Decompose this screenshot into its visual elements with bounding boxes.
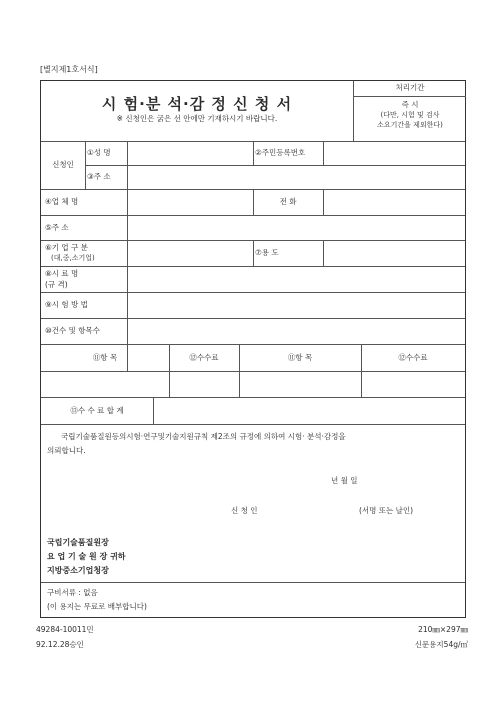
use-field[interactable] xyxy=(324,241,464,265)
recipient-line-3: 지방중소기업청장 xyxy=(47,566,109,575)
sample-name-label: ⑧시 료 명 xyxy=(45,269,79,278)
resident-id-field[interactable] xyxy=(324,142,464,164)
form-title: 시 험·분 석·감 정 신 청 서 xyxy=(101,95,293,113)
recipient-line-1: 국립기술품질원장 xyxy=(47,538,109,547)
processing-period-value: 즉 시 xyxy=(401,100,419,109)
sample-spec-label: (규 격) xyxy=(45,280,68,289)
applicant-group-label: 신청인 xyxy=(52,160,74,170)
item-count-field[interactable] xyxy=(128,319,464,343)
footer-paper-type: 신문용지54g/㎡ xyxy=(414,640,468,649)
applicant-sign-label: 신 청 인 xyxy=(231,506,258,515)
fee-header-1: ⑫수수료 xyxy=(189,352,219,362)
resident-id-label: ②주민등록번호 xyxy=(255,148,306,158)
statement-text: 국립기술품질원등의시험·연구및기술지원규칙 제2조의 규정에 의하여 시험· 분석·감정을 xyxy=(61,432,346,441)
attachments-line: 구비서류 : 없음 xyxy=(47,588,98,597)
company-type-sub: (대,중,소기업) xyxy=(51,254,95,262)
form-subtitle: ※ 신청인은 굵은 선 안에만 기재하시기 바랍니다. xyxy=(116,114,278,123)
footer-approval-date: 92.12.28승인 xyxy=(36,640,84,649)
footer-paper-size: 210㎜×297㎜ xyxy=(418,625,468,634)
footer-form-code: 49284-10011민 xyxy=(36,625,94,634)
application-form xyxy=(40,80,466,618)
phone-field[interactable] xyxy=(324,190,464,214)
applicant-address-field[interactable] xyxy=(128,166,464,188)
name-field[interactable] xyxy=(128,142,252,164)
fee-total-label: ⑬수 수 료 합 계 xyxy=(70,405,124,415)
item-field-2[interactable] xyxy=(240,372,360,396)
applicant-sign-field[interactable] xyxy=(281,503,351,517)
fee-total-field[interactable] xyxy=(154,398,464,423)
form-number-label: [별지제1호서식] xyxy=(40,65,98,74)
company-address-field[interactable] xyxy=(128,216,464,239)
item-count-label: ⑩건수 및 항목수 xyxy=(45,326,100,336)
processing-period-note: (다만, 시험 및 검사 xyxy=(380,111,440,119)
free-distribution-note: (이 용지는 무료로 배부합니다) xyxy=(47,602,147,611)
company-type-label: ⑥기 업 구 분 xyxy=(45,243,88,252)
name-label: ①성 명 xyxy=(87,148,111,158)
statement-text-2: 의뢰합니다. xyxy=(47,446,86,455)
test-method-label: ⑨시 험 방 법 xyxy=(45,300,88,310)
fee-field-1[interactable] xyxy=(170,372,238,396)
recipient-line-2: 요 업 기 술 원 장 귀하 xyxy=(47,552,126,561)
processing-period-header: 처리기간 xyxy=(395,83,425,92)
use-label: ⑦용 도 xyxy=(255,248,279,258)
processing-period-note-2: 소요기간을 제외한다) xyxy=(377,121,443,129)
processing-period-box xyxy=(353,81,466,141)
signature-note: (서명 또는 날인) xyxy=(359,506,414,515)
company-name-field[interactable] xyxy=(128,190,252,214)
title-area xyxy=(41,81,353,129)
company-type-field[interactable] xyxy=(128,241,252,265)
phone-label: 전 화 xyxy=(279,197,297,207)
fee-field-2[interactable] xyxy=(362,372,464,396)
company-name-label: ④업 체 명 xyxy=(45,197,79,207)
date-line: 년 월 일 xyxy=(331,476,358,485)
items-header-2: ⑪항 목 xyxy=(287,352,313,362)
sample-name-field[interactable] xyxy=(128,267,464,291)
item-field-1[interactable] xyxy=(42,372,168,396)
items-header-1: ⑪항 목 xyxy=(92,352,118,362)
test-method-field[interactable] xyxy=(128,293,464,317)
company-address-label: ⑤주 소 xyxy=(45,222,69,232)
applicant-address-label: ③주 소 xyxy=(87,172,111,182)
fee-header-2: ⑫수수료 xyxy=(398,352,428,362)
